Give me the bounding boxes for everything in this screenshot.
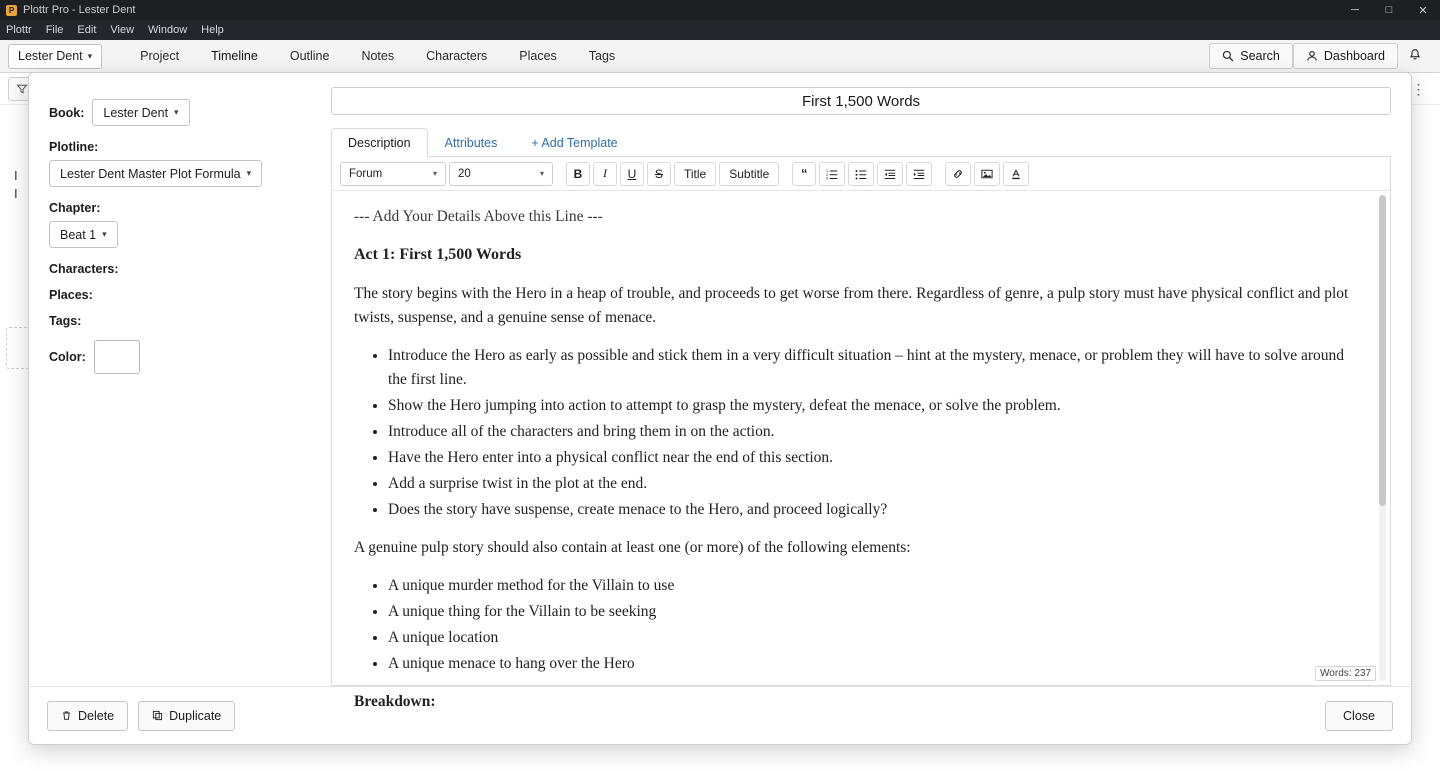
- list-item: • Introduce all of the characters and bring them in on the action.: [388, 420, 1356, 444]
- tab-description[interactable]: Description: [331, 128, 428, 157]
- places-field-row[interactable]: [49, 288, 325, 302]
- copy-icon: [152, 710, 163, 721]
- list-item: • A unique murder method for the Villain to use: [388, 574, 1356, 598]
- ordered-list-icon[interactable]: [819, 162, 845, 186]
- list-item: • Show the Hero jumping into action to attempt to grasp the mystery, defeat the menace, or solve the problem.: [388, 394, 1356, 418]
- window-titlebar: [0, 0, 1440, 20]
- italic-button[interactable]: I: [593, 162, 617, 186]
- close-button[interactable]: Close: [1325, 701, 1393, 731]
- bold-button[interactable]: B: [566, 162, 590, 186]
- main-navbar: [0, 40, 1440, 73]
- menu-item-window[interactable]: Window: [148, 24, 188, 36]
- plotline-field-row: [49, 140, 325, 187]
- delete-button[interactable]: [47, 701, 128, 731]
- color-swatch[interactable]: [94, 340, 140, 374]
- subtitle-style-button[interactable]: Subtitle: [719, 162, 779, 186]
- chevron-down-icon: ▾: [87, 50, 93, 61]
- tab-places[interactable]: Places: [519, 49, 557, 63]
- font-size-value: 20: [458, 167, 471, 180]
- description-document[interactable]: [332, 191, 1390, 711]
- plotline-dropdown-value: Lester Dent Master Plot Formula: [60, 166, 241, 181]
- filter-glyph-icon: [16, 83, 28, 95]
- card-title-input[interactable]: First 1,500 Words: [331, 87, 1391, 115]
- editor-scrollbar-thumb[interactable]: [1379, 195, 1386, 506]
- outdent-glyph-icon: [884, 168, 896, 180]
- tab-outline[interactable]: Outline: [289, 49, 330, 63]
- doc-list-2: [354, 574, 1356, 676]
- menu-item-edit[interactable]: Edit: [77, 24, 97, 36]
- doc-next-heading: Breakdown:: [354, 693, 436, 711]
- link-icon[interactable]: [945, 162, 971, 186]
- doc-divider-note: --- Add Your Details Above this Line ---: [354, 208, 603, 225]
- plotline-field-label: Plotline:: [49, 140, 99, 154]
- list-item: • A unique location: [388, 626, 1356, 650]
- svg-text:3: 3: [826, 176, 829, 181]
- duplicate-button[interactable]: [138, 701, 235, 731]
- book-dropdown[interactable]: [92, 99, 189, 126]
- menu-item-help[interactable]: Help: [201, 24, 224, 36]
- doc-paragraph-2: A genuine pulp story should also contain at least one (or more) of the following elements:: [354, 538, 911, 556]
- tags-field-label: Tags:: [49, 314, 82, 328]
- menu-item-file[interactable]: File: [45, 24, 64, 36]
- tab-tags[interactable]: Tags: [588, 49, 616, 63]
- menu-item-view[interactable]: View: [110, 24, 135, 36]
- word-count-badge: Words: 237: [1315, 666, 1376, 681]
- user-icon: [1306, 50, 1318, 62]
- title-style-button[interactable]: Title: [674, 162, 716, 186]
- menu-item-plottr[interactable]: Plottr: [6, 24, 32, 36]
- underline-button[interactable]: U: [620, 162, 644, 186]
- tab-characters[interactable]: Characters: [426, 49, 488, 63]
- book-field-row: [49, 99, 325, 126]
- indent-icon[interactable]: [906, 162, 932, 186]
- menubar: [0, 20, 1440, 40]
- plotline-dropdown[interactable]: [49, 160, 262, 187]
- window-title: Plottr Pro - Lester Dent: [23, 4, 136, 16]
- text-color-icon[interactable]: [1003, 162, 1029, 186]
- list-item: • Have the Hero enter into a physical conflict near the end of this section.: [388, 446, 1356, 470]
- link-glyph-icon: [952, 168, 964, 180]
- font-size-select[interactable]: [449, 162, 553, 186]
- color-field-row: [49, 340, 325, 374]
- svg-text:1: 1: [826, 168, 829, 173]
- editor-content-area[interactable]: [332, 191, 1390, 711]
- bullet-list-icon[interactable]: [848, 162, 874, 186]
- timeline-row-label: I I: [14, 168, 18, 201]
- image-glyph-icon: [981, 168, 993, 180]
- editor-toolbar: [332, 157, 1390, 191]
- bullet-list-glyph-icon: [855, 168, 867, 180]
- color-field-label: Color:: [49, 350, 86, 364]
- add-template-button[interactable]: + Add Template: [531, 136, 618, 150]
- editor-scrollbar[interactable]: [1379, 195, 1386, 681]
- trash-icon: [61, 710, 72, 721]
- list-item: • A unique thing for the Villain to be seeking: [388, 600, 1356, 624]
- doc-list-1: [354, 344, 1356, 522]
- chapter-dropdown[interactable]: [49, 221, 118, 248]
- search-button-label: Search: [1240, 49, 1280, 63]
- maximize-button[interactable]: □: [1385, 4, 1393, 16]
- characters-field-label: Characters:: [49, 262, 119, 276]
- card-metadata-panel: [29, 73, 325, 686]
- quote-icon[interactable]: “: [792, 162, 816, 186]
- chapter-field-row: [49, 201, 325, 248]
- search-button[interactable]: [1209, 43, 1293, 69]
- ordered-list-glyph-icon: [826, 168, 838, 180]
- book-field-label: Book:: [49, 105, 85, 120]
- indent-glyph-icon: [913, 168, 925, 180]
- doc-heading: Act 1: First 1,500 Words: [354, 246, 522, 264]
- bell-icon[interactable]: [1398, 43, 1432, 70]
- strikethrough-button[interactable]: S: [647, 162, 671, 186]
- list-item: • Does the story have suspense, create menace to the Hero, and proceed logically?: [388, 498, 1356, 522]
- font-family-value: Forum: [349, 167, 383, 180]
- modal-body: [29, 73, 1411, 711]
- text-color-glyph-icon: [1010, 168, 1022, 180]
- doc-paragraph-1: The story begins with the Hero in a heap of trouble, and proceeds to get worse from there. Regardless of genre, a pulp story must have physical conflict and plot twists, suspense, and a genuine sense of menace.: [354, 284, 1349, 326]
- chevron-down-icon: ▾: [174, 107, 179, 117]
- chapter-field-label: Chapter:: [49, 201, 101, 215]
- book-dropdown-value: Lester Dent: [103, 105, 169, 120]
- delete-button-label: Delete: [78, 708, 115, 723]
- chapter-dropdown-value: Beat 1: [60, 227, 97, 242]
- card-detail-modal: [28, 72, 1412, 745]
- chevron-down-icon: ▾: [246, 168, 252, 178]
- card-editor-panel: [325, 73, 1411, 711]
- search-icon: [1222, 50, 1234, 62]
- tags-field-row[interactable]: [49, 314, 325, 328]
- editor-tabs: [331, 127, 1391, 157]
- bell-glyph-icon: [1408, 48, 1422, 62]
- tab-timeline[interactable]: Timeline: [211, 49, 258, 63]
- tab-notes[interactable]: Notes: [361, 49, 395, 63]
- dashboard-button[interactable]: [1293, 43, 1398, 69]
- close-window-button[interactable]: ✕: [1418, 4, 1428, 17]
- svg-text:2: 2: [826, 172, 829, 177]
- book-selector[interactable]: [8, 44, 102, 69]
- plottr-logo-icon: P: [6, 5, 17, 16]
- list-item: • A unique menace to hang over the Hero: [388, 652, 1356, 676]
- chevron-down-icon: ▾: [539, 169, 544, 178]
- nav-right-group: [1209, 43, 1432, 70]
- minimize-button[interactable]: ─: [1351, 4, 1359, 16]
- chevron-down-icon: ▾: [432, 169, 437, 178]
- outdent-icon[interactable]: [877, 162, 903, 186]
- list-item: • Add a surprise twist in the plot at the end.: [388, 472, 1356, 496]
- places-field-label: Places:: [49, 288, 93, 302]
- list-item: • Introduce the Hero as early as possible and stick them in a very difficult situation – hint at the mystery, menace, or problem they will have to solve around the first line.: [388, 344, 1356, 392]
- font-family-select[interactable]: [340, 162, 446, 186]
- dashboard-button-label: Dashboard: [1323, 49, 1385, 63]
- characters-field-row[interactable]: [49, 262, 325, 276]
- book-selector-label: Lester Dent: [18, 49, 83, 63]
- tab-attributes[interactable]: Attributes: [444, 136, 498, 150]
- image-icon[interactable]: [974, 162, 1000, 186]
- duplicate-button-label: Duplicate: [169, 708, 222, 723]
- more-vertical-icon[interactable]: ⋮: [1411, 80, 1427, 97]
- tab-project[interactable]: Project: [140, 49, 180, 63]
- chevron-down-icon: ▾: [102, 229, 107, 239]
- nav-tabs: [124, 43, 631, 69]
- rich-text-editor: [331, 157, 1391, 711]
- window-controls: [1338, 0, 1440, 20]
